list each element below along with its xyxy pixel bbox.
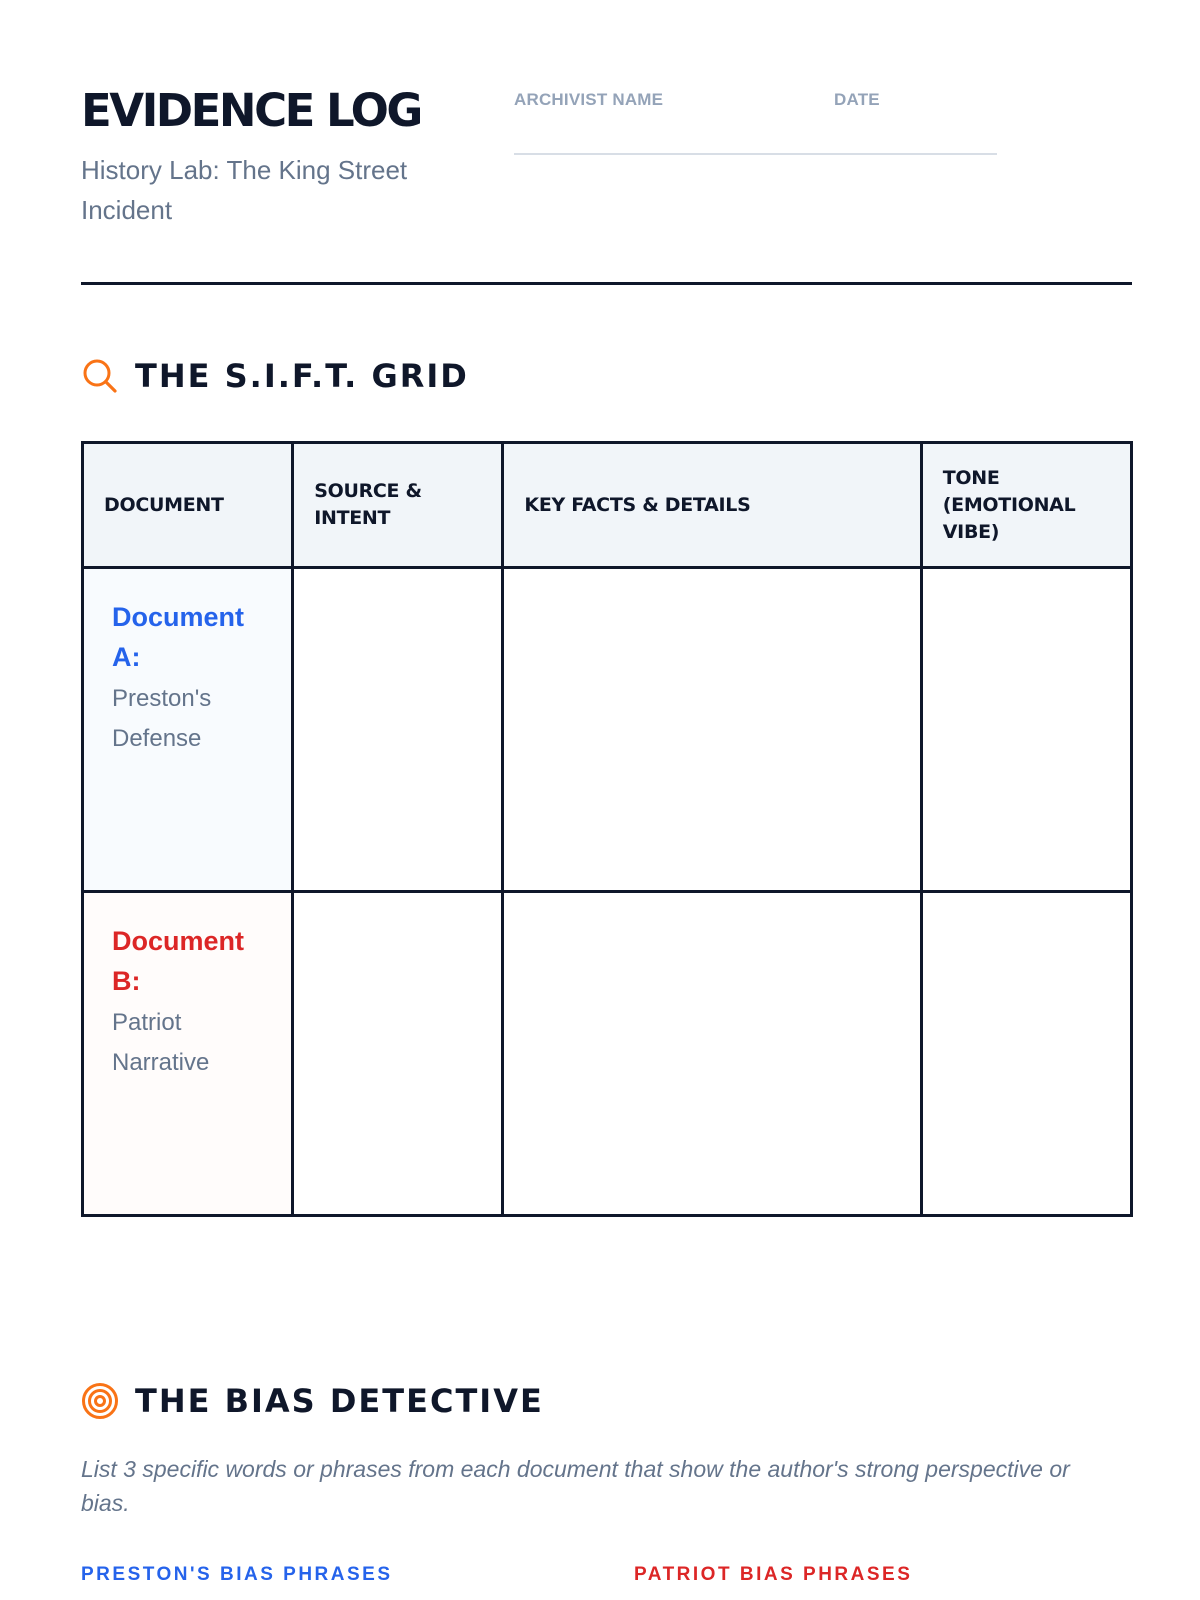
page-title: EVIDENCE LOG xyxy=(81,84,421,137)
bias-title: THE BIAS DETECTIVE xyxy=(135,1382,544,1420)
document-b-key-facts-field[interactable] xyxy=(503,892,921,1216)
name-date-input-line[interactable] xyxy=(514,153,997,155)
date-label: DATE xyxy=(834,90,880,109)
document-b-description: Patriot Narrative xyxy=(112,1009,210,1076)
bias-section-heading xyxy=(81,1382,544,1420)
patriot-bias-phrases-label: PATRIOT BIAS PHRASES xyxy=(634,1564,913,1585)
bias-instruction: List 3 specific words or phrases from each document that show the author's strong perspective or bias. xyxy=(81,1456,1070,1516)
document-b-tone-field[interactable] xyxy=(921,892,1131,1216)
document-a-source-intent-field[interactable] xyxy=(293,568,503,892)
preston-bias-phrases-label: PRESTON'S BIAS PHRASES xyxy=(81,1564,393,1585)
column-header-key-facts: KEY FACTS & DETAILS xyxy=(503,443,921,568)
document-b-cell xyxy=(83,892,293,1216)
sift-title: THE S.I.F.T. GRID xyxy=(135,357,469,395)
column-header-document: DOCUMENT xyxy=(83,443,293,568)
sift-grid xyxy=(81,441,1133,1217)
column-header-source-intent: SOURCE & INTENT xyxy=(293,443,503,568)
document-b-source-intent-field[interactable] xyxy=(293,892,503,1216)
sift-section-heading xyxy=(81,357,469,395)
archivist-name-label: ARCHIVIST NAME xyxy=(514,90,664,109)
document-a-key-facts-field[interactable] xyxy=(503,568,921,892)
column-header-tone: TONE (EMOTIONAL VIBE) xyxy=(921,443,1131,568)
document-a-cell xyxy=(83,568,293,892)
page-subtitle: History Lab: The King Street Incident xyxy=(81,155,408,225)
target-icon xyxy=(81,1382,119,1420)
header-divider xyxy=(81,282,1132,285)
table-row-document-a xyxy=(83,568,1132,892)
document-a-description: Preston's Defense xyxy=(112,685,212,752)
document-a-name: Document A: xyxy=(112,602,245,672)
worksheet-header xyxy=(81,84,1131,284)
grid-header-row xyxy=(83,443,1132,568)
search-icon xyxy=(81,357,119,395)
document-b-name: Document B: xyxy=(112,926,245,996)
table-row-document-b xyxy=(83,892,1132,1216)
document-a-tone-field[interactable] xyxy=(921,568,1131,892)
